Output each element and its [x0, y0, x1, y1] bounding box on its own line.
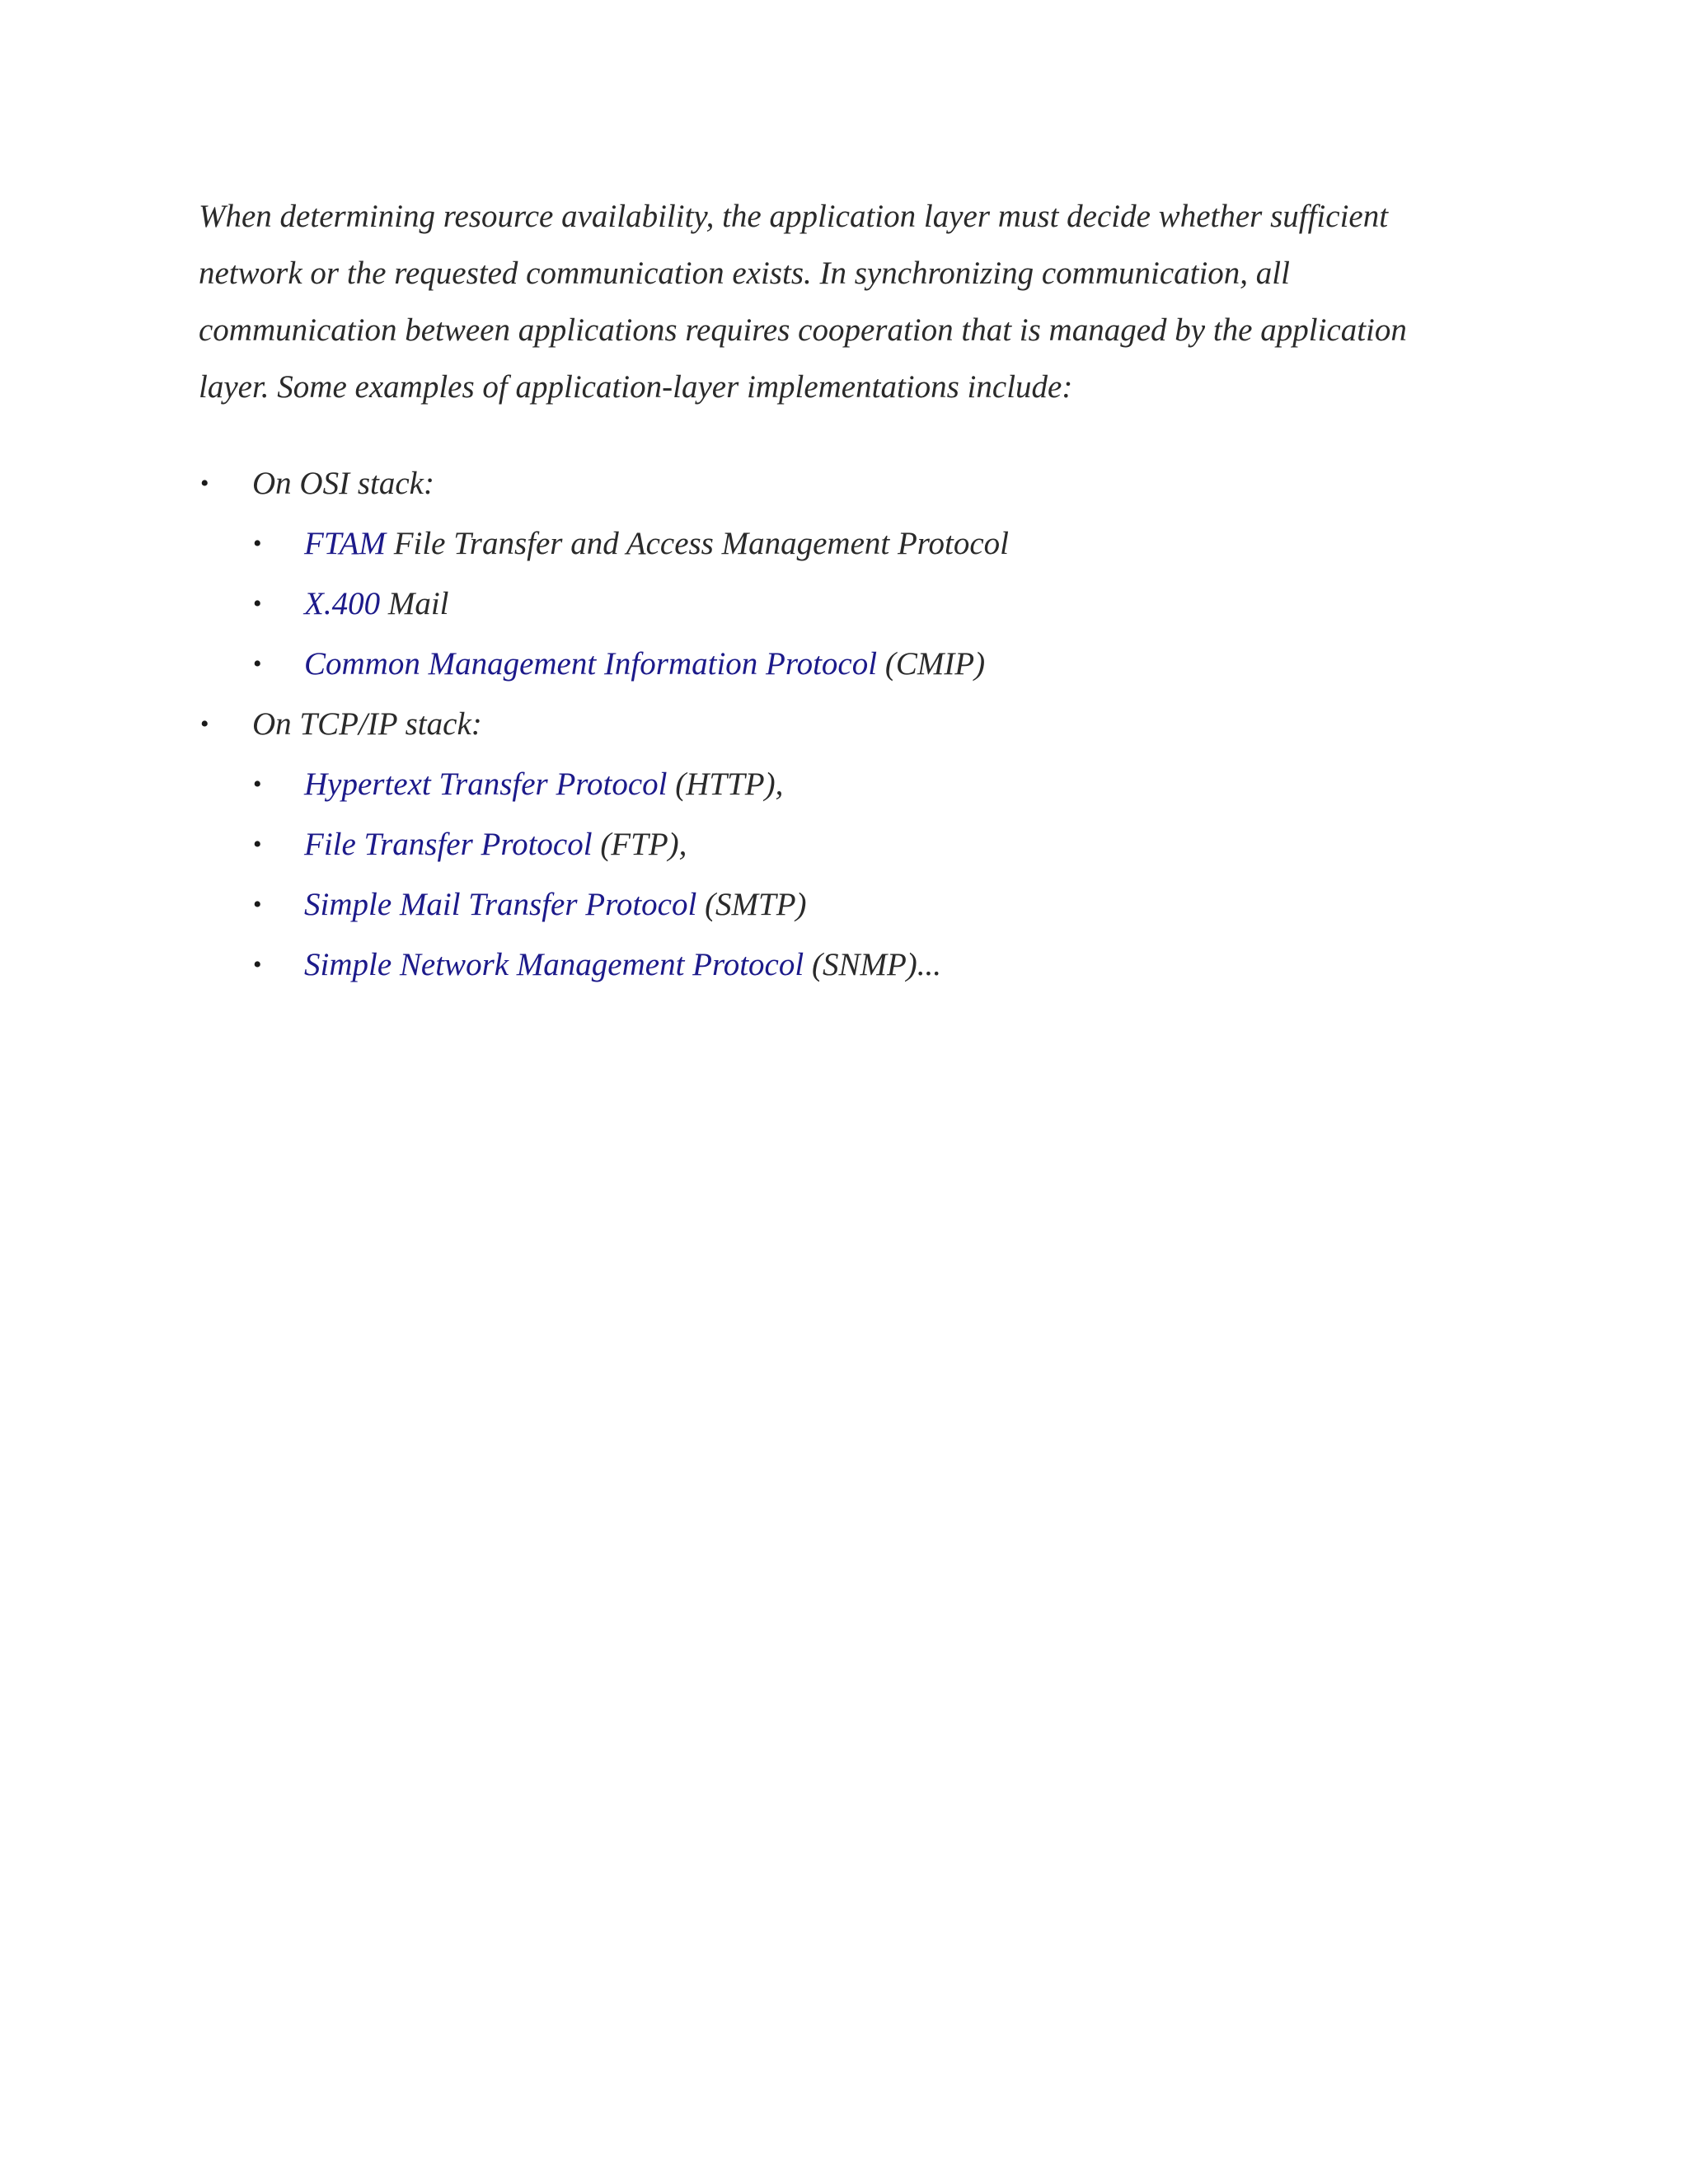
link-cmip[interactable]: Common Management Information Protocol: [304, 646, 878, 682]
link-ftam[interactable]: FTAM: [304, 526, 386, 561]
paragraph-line: layer. Some examples of application-layer implementations include:: [199, 369, 1073, 405]
bullet-icon: •: [253, 771, 262, 798]
link-smtp[interactable]: Simple Mail Transfer Protocol: [304, 887, 697, 922]
bullet-icon: •: [253, 530, 262, 557]
link-snmp[interactable]: Simple Network Management Protocol: [304, 947, 804, 982]
item-description: File Transfer and Access Management Protocol: [385, 526, 1010, 561]
bullet-icon: •: [253, 831, 262, 858]
item-description: (SMTP): [696, 887, 807, 922]
item-description: (SNMP)...: [804, 947, 942, 982]
item-description: (CMIP): [877, 646, 986, 682]
intro-paragraph: [199, 188, 1484, 415]
bullet-icon: •: [253, 650, 262, 677]
link-ftp[interactable]: File Transfer Protocol: [304, 827, 593, 862]
paragraph-line: network or the requested communication exists. In synchronizing communication, all: [199, 255, 1290, 291]
paragraph-line: communication between applications requires cooperation that is managed by the application: [199, 312, 1407, 348]
link-http[interactable]: Hypertext Transfer Protocol: [304, 766, 668, 802]
link-x400[interactable]: X.400: [304, 586, 381, 621]
bullet-icon: •: [253, 951, 262, 978]
bullet-icon: •: [200, 710, 209, 738]
paragraph-line: When determining resource availability, the application layer must decide whether sufficient: [199, 199, 1389, 234]
item-description: (FTP),: [592, 827, 687, 862]
list-heading: On OSI stack:: [252, 466, 434, 501]
list-heading: On TCP/IP stack:: [252, 706, 482, 742]
item-description: (HTTP),: [667, 766, 784, 802]
item-description: Mail: [380, 586, 449, 621]
bullet-icon: •: [200, 470, 209, 497]
bullet-icon: •: [253, 590, 262, 617]
bullet-icon: •: [253, 891, 262, 918]
